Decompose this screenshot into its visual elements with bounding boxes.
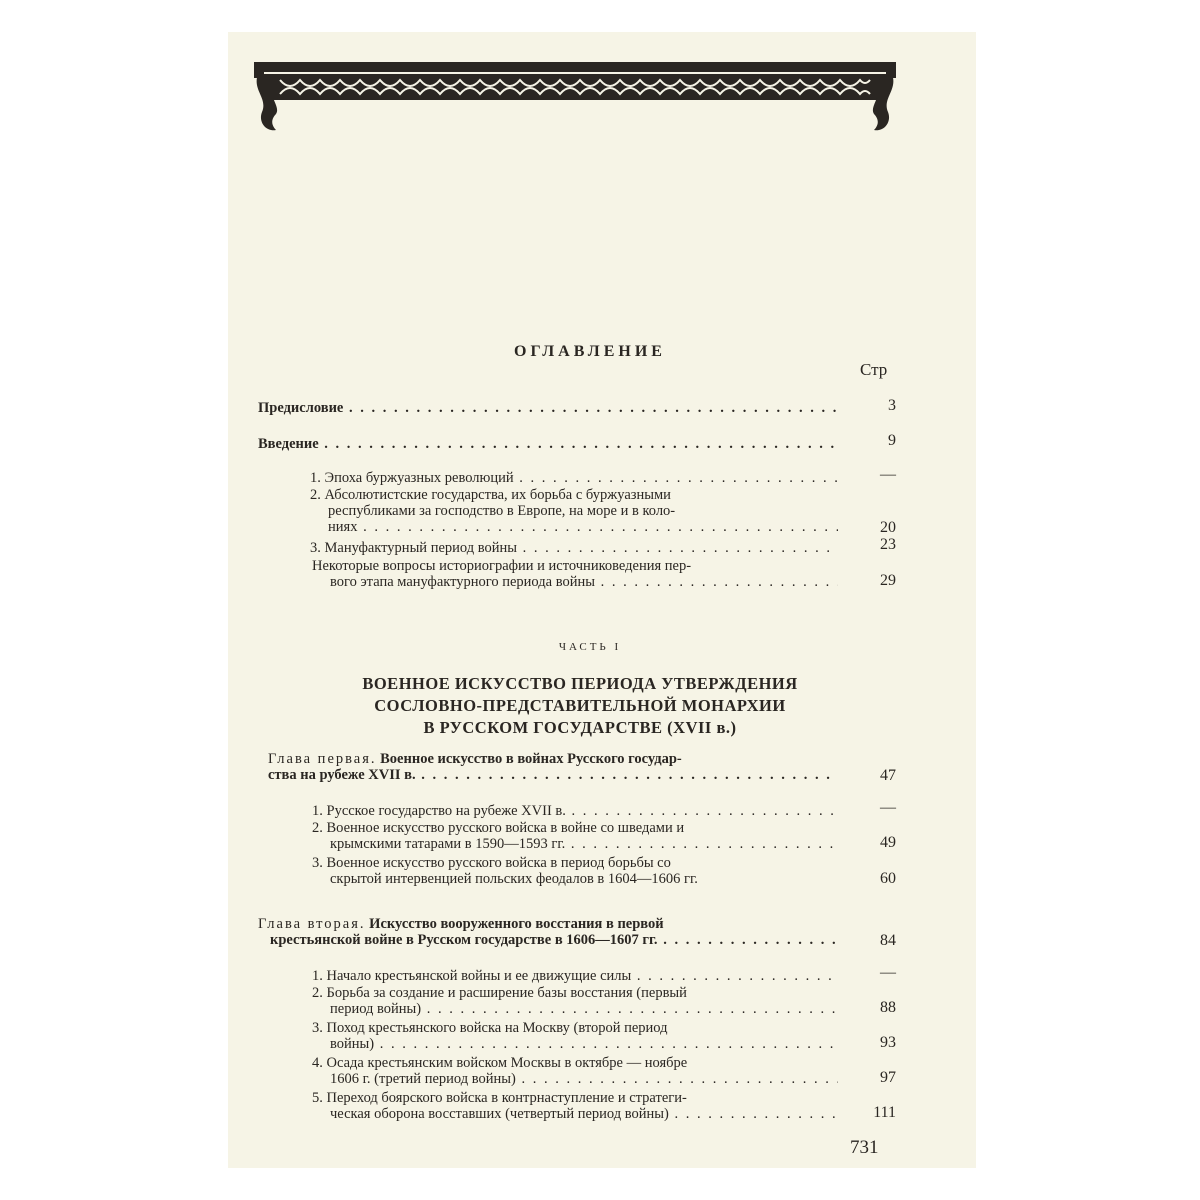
chapter-prefix: Глава первая. [268, 751, 377, 767]
item-line: 3. Мануфактурный период войны . . . [310, 540, 838, 556]
toc-item[interactable] [312, 1020, 838, 1052]
page-number: — [880, 799, 896, 816]
toc-entry-chapter-2[interactable] [258, 916, 838, 948]
chapter-title-line: Военное искусство в войнах Русского государ- [380, 751, 682, 767]
item-line: 3. Военное искусство русского войска в период борьбы со [312, 855, 671, 871]
toc-item[interactable] [312, 855, 838, 887]
page-column-label: Стр [860, 360, 888, 379]
item-line: 4. Осада крестьянским войском Москвы в октябре — ноябре [312, 1055, 688, 1071]
page-number: 23 [880, 536, 896, 553]
part-title-line: В РУССКОМ ГОСУДАРСТВЕ (XVII в.) [423, 718, 737, 737]
page-number: 60 [880, 870, 896, 887]
chapter-title-line: ства на рубеже XVII в. . . . [268, 767, 838, 783]
page-number: 9 [888, 432, 896, 449]
item-line: 1606 г. (третий период войны) . . . [312, 1071, 838, 1087]
toc-item[interactable] [312, 803, 838, 819]
item-line: скрытой интервенцией польских феодалов в 1604—1606 гг. [330, 871, 698, 887]
toc-item[interactable] [312, 985, 838, 1017]
toc-entry-chapter-1[interactable] [268, 751, 838, 783]
item-line: войны) . . . [312, 1036, 838, 1052]
item-line: 1. Эпоха буржуазных революций . . . [310, 470, 838, 486]
item-line: 1. Русское государство на рубеже XVII в. . . . [312, 803, 838, 819]
page-number: 111 [873, 1104, 896, 1121]
braid-ornament-header [250, 60, 900, 138]
page-number: 84 [880, 932, 896, 949]
item-line: ческая оборона восставших (четвертый период войны) . . . [312, 1106, 838, 1122]
item-line: вого этапа мануфактурного периода войны . . . [312, 574, 838, 590]
toc-heading: ОГЛАВЛЕНИЕ [514, 343, 666, 360]
item-line: 2. Военное искусство русского войска в войне со шведами и [312, 820, 685, 836]
item-line: 2. Борьба за создание и расширение базы восстания (первый [312, 985, 687, 1001]
item-line: крымскими татарами в 1590—1593 гг. . . . [312, 836, 838, 852]
toc-item[interactable] [312, 968, 838, 984]
page-number: — [880, 964, 896, 981]
entry-title: Предисловие . . . [258, 400, 838, 416]
part-title [300, 673, 860, 739]
toc-item[interactable] [312, 1055, 838, 1087]
item-line: республиками за господство в Европе, на море и в коло- [328, 503, 676, 519]
item-line: Некоторые вопросы историографии и источниковедения пер- [312, 558, 692, 574]
page-number: 29 [880, 572, 896, 589]
toc-item[interactable] [310, 487, 838, 535]
item-line: 1. Начало крестьянской войны и ее движущие силы . . . [312, 968, 838, 984]
part-label: ЧАСТЬ I [558, 641, 622, 653]
entry-title: Введение . . . [258, 436, 838, 452]
page-number: 3 [888, 397, 896, 414]
page-number: 20 [880, 519, 896, 536]
page-folio: 731 [850, 1137, 879, 1158]
toc-item[interactable] [312, 820, 838, 852]
part-title-line: СОСЛОВНО-ПРЕДСТАВИТЕЛЬНОЙ МОНАРХИИ [374, 696, 786, 715]
page-number: 93 [880, 1034, 896, 1051]
item-line: 5. Переход боярского войска в контрнаступление и стратеги- [312, 1090, 687, 1106]
toc-item[interactable] [310, 470, 838, 486]
toc-item[interactable] [312, 1090, 838, 1122]
chapter-title-line: Искусство вооруженного восстания в первой [369, 916, 664, 932]
toc-entry-preface[interactable] [258, 400, 838, 416]
toc-item[interactable] [310, 540, 838, 556]
item-line: ниях . . . [310, 519, 838, 535]
item-line: период войны) . . . [312, 1001, 838, 1017]
page-number: 47 [880, 767, 896, 784]
page-number: 49 [880, 834, 896, 851]
toc-item[interactable] [312, 558, 838, 590]
chapter-title-line: крестьянской войне в Русском государстве в 1606—1607 гг. . . . [258, 932, 838, 948]
chapter-prefix: Глава вторая. [258, 916, 366, 932]
page-number: 88 [880, 999, 896, 1016]
toc-entry-introduction[interactable] [258, 436, 838, 452]
page-number: 97 [880, 1069, 896, 1086]
item-line: 3. Поход крестьянского войска на Москву (второй период [312, 1020, 668, 1036]
page-number: — [880, 466, 896, 483]
part-title-line: ВОЕННОЕ ИСКУССТВО ПЕРИОДА УТВЕРЖДЕНИЯ [362, 674, 798, 693]
item-line: 2. Абсолютистские государства, их борьба с буржуазными [310, 487, 671, 503]
